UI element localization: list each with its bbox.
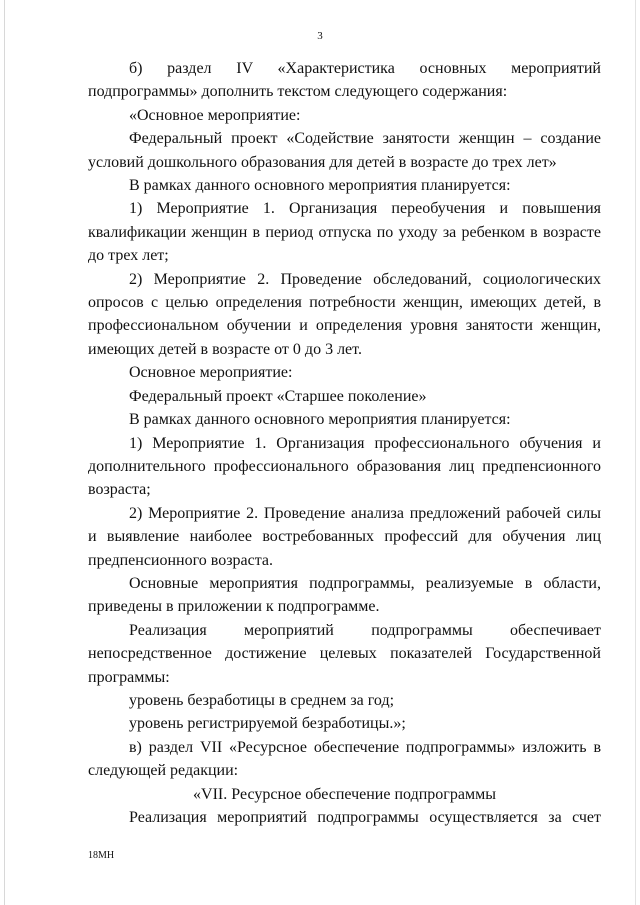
paragraph-section-iv-amendment: б) раздел IV «Характеристика основных мероприятий подпрограммы» дополнить текстом следующего содержания: <box>88 60 601 101</box>
paragraph-activities-appendix-note: Основные мероприятия подпрограммы, реализуемые в области, приведены в приложении к подпрограмме. <box>88 574 601 616</box>
paragraph-planned-activities-1: В рамках данного основного мероприятия планируется: <box>129 177 511 195</box>
document-body <box>88 57 601 829</box>
paragraph-indicator-registered-unemployment: уровень регистрируемой безработицы.»; <box>129 715 406 733</box>
paragraph-activity-2-labor-analysis: 2) Мероприятие 2. Проведение анализа предложений рабочей силы и выявление наиболее востребованных профессий для обучения лиц предпенсионного возраста. <box>88 504 601 569</box>
paragraph-indicator-unemployment-rate: уровень безработицы в среднем за год; <box>129 691 395 709</box>
paragraph-resource-support-start: Реализация мероприятий подпрограммы осуществляется за счет <box>129 809 601 826</box>
paragraph-activity-1-pre-retirement-training: 1) Мероприятие 1. Организация профессионального обучения и дополнительного профессионального образования лиц предпенсионного возраста; <box>88 434 601 499</box>
page-number: 3 <box>317 30 323 42</box>
paragraph-main-activity-heading-2: Основное мероприятие: <box>129 364 293 382</box>
paragraph-section-vii-amendment: в) раздел VII «Ресурсное обеспечение подпрограммы» изложить в следующей редакции: <box>88 738 601 780</box>
paragraph-main-activity-heading-1: «Основное мероприятие: <box>129 106 301 124</box>
paragraph-planned-activities-2: В рамках данного основного мероприятия планируется: <box>129 411 511 429</box>
section-vii-heading: «VII. Ресурсное обеспечение подпрограммы <box>193 785 496 803</box>
paragraph-federal-project-women-employment: Федеральный проект «Содействие занятости женщин – создание условий дошкольного образования для детей в возрасте до трех лет» <box>88 130 601 171</box>
paragraph-activity-1-retraining: 1) Мероприятие 1. Организация переобучения и повышения квалификации женщин в период отпуска по уходу за ребенком в возрасте до трех лет; <box>88 200 601 265</box>
page-edge-left <box>4 0 5 905</box>
paragraph-federal-project-older-generation: Федеральный проект «Старшее поколение» <box>129 387 427 405</box>
page-edge-right <box>635 0 636 905</box>
paragraph-activity-2-surveys: 2) Мероприятие 2. Проведение обследований, социологических опросов с целью определения потребности женщин, имеющих детей, в профессиональном обучении и определения уровня занятости женщин, имеющих детей в возрасте от 0 до 3 лет. <box>88 270 601 358</box>
paragraph-implementation-indicators: Реализация мероприятий подпрограммы обеспечивает непосредственное достижение целевых показателей Государственной программы: <box>88 621 601 686</box>
footer-document-code: 18МН <box>88 850 115 861</box>
